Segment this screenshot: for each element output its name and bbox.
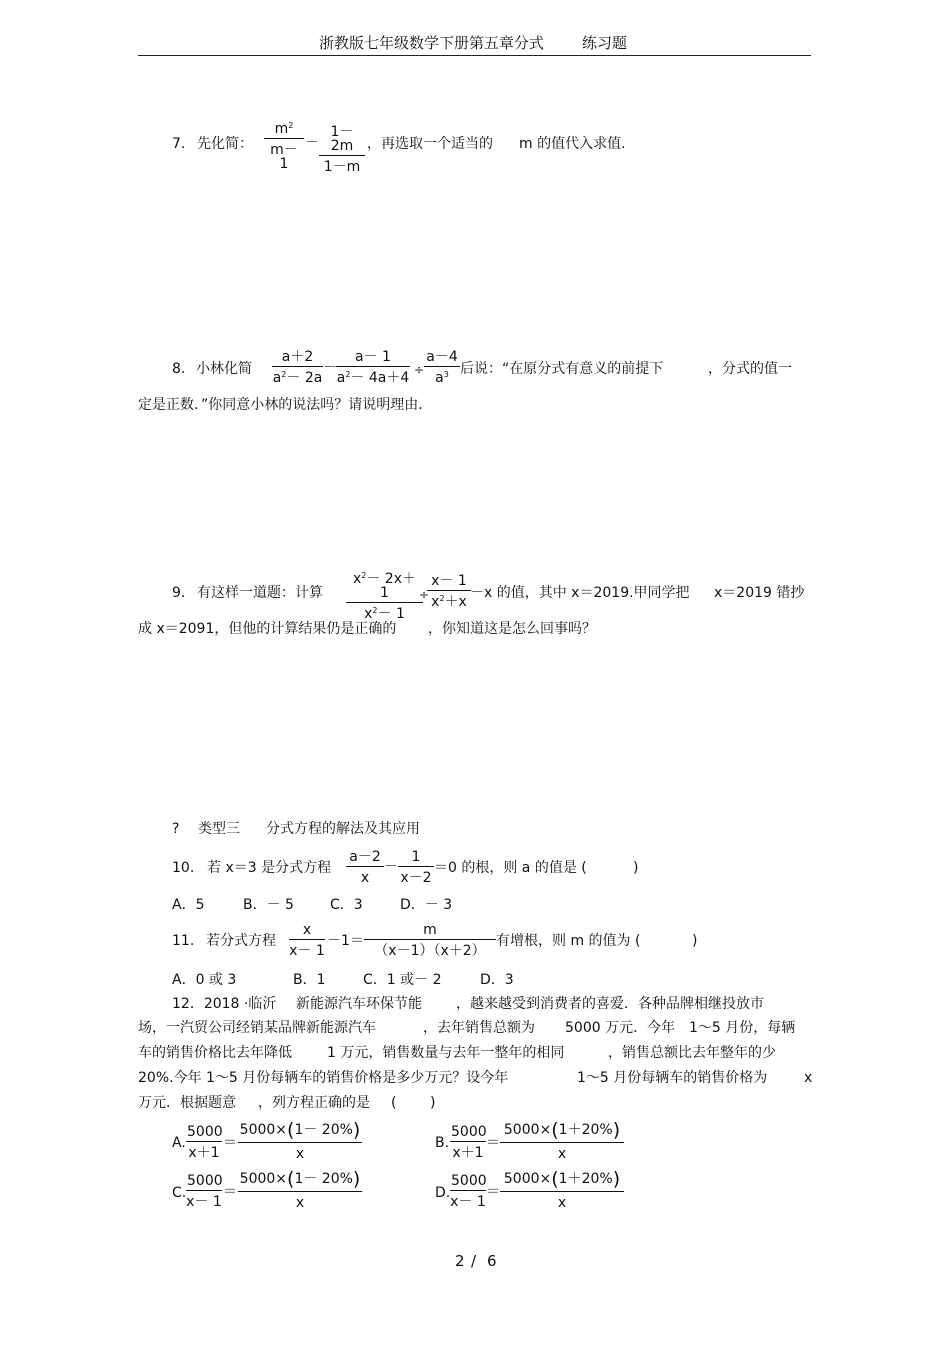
question-text: －x 的值，其中 x＝2019.甲同学把 bbox=[470, 585, 690, 601]
choice-letter: D. bbox=[435, 1185, 451, 1201]
fraction: $\frac{5000}{x+1}$ bbox=[451, 1124, 487, 1161]
minus-sign: － bbox=[305, 135, 319, 151]
fraction: $\frac{5000\times(1- 20\%)}{x}$ bbox=[239, 1168, 361, 1211]
equals-sign: ＝ bbox=[486, 1135, 500, 1151]
answer-blank-close: ) bbox=[430, 1095, 436, 1111]
question-prefix: 若 x＝3 是分式方程 bbox=[207, 860, 332, 876]
equals-sign: ＝ bbox=[223, 1184, 237, 1200]
question-text: 1 万元，销售数量与去年一整年的相同 bbox=[327, 1045, 565, 1061]
section-bullet: ? bbox=[172, 821, 180, 837]
fraction: $\frac{5000}{x- 1}$ bbox=[186, 1173, 223, 1210]
question-text: ，去年销售总额为 bbox=[423, 1020, 535, 1036]
question-text: 1～5 月份，每辆 bbox=[689, 1020, 796, 1036]
fraction: $\frac{1}{x-2}$ bbox=[398, 850, 434, 885]
answer-blank-close: ) bbox=[692, 933, 698, 949]
question-text: ，再选取一个适当的 bbox=[367, 136, 493, 152]
page-total: 6 bbox=[487, 1252, 497, 1270]
question-text: 12．2018 ·临沂 bbox=[172, 996, 277, 1012]
question-text: ，分式的值一 bbox=[708, 361, 792, 377]
option-a: A．5 bbox=[172, 897, 205, 913]
header-subtitle: 练习题 bbox=[582, 34, 628, 52]
question-text: 车的销售价格比去年降低 bbox=[138, 1045, 292, 1061]
question-number: 8. bbox=[172, 361, 186, 377]
fraction: $\frac{1-2m}{1-m}$ bbox=[319, 125, 365, 174]
header-title: 浙教版七年级数学下册第五章分式 bbox=[319, 34, 545, 52]
question-text: x bbox=[804, 1070, 813, 1086]
question-number: 7. bbox=[172, 136, 186, 152]
fraction: $\frac{x}{x- 1}$ bbox=[289, 922, 325, 959]
fraction: $\frac{m^2}{m- 1}$ bbox=[264, 122, 304, 171]
fraction: $\frac{a-2}{x}$ bbox=[346, 850, 384, 885]
question-number: 9. bbox=[172, 585, 186, 601]
fraction: $\frac{x^2- 2x+ 1}{x^2- 1}$ bbox=[346, 572, 423, 621]
question-text: 定是正数．”你同意小林的说法吗？请说明理由. bbox=[138, 397, 423, 413]
option-b: B．1 bbox=[293, 972, 326, 988]
minus-sign: － bbox=[323, 360, 337, 376]
question-text: m 的值代入求值. bbox=[519, 136, 626, 152]
question-text: 成 x＝2091，但他的计算结果仍是正确的 bbox=[138, 621, 397, 637]
question-text: ＝0 的根，则 a 的值是 ( bbox=[434, 860, 587, 876]
page-current: 2 bbox=[455, 1252, 465, 1270]
fraction: $\frac{m}{(x-1)(x+2)}$ bbox=[364, 923, 496, 958]
option-c: C．3 bbox=[330, 897, 363, 913]
question-text: 后说：“在原分式有意义的前提下 bbox=[460, 361, 664, 377]
fraction: $\frac{a-4}{a^3}$ bbox=[424, 350, 460, 385]
option-d: D．3 bbox=[480, 972, 514, 988]
header-rule bbox=[138, 55, 811, 56]
equals-sign: ＝ bbox=[486, 1184, 500, 1200]
question-text: 有增根，则 m 的值为 ( bbox=[496, 933, 641, 949]
choice-letter: A. bbox=[172, 1135, 186, 1151]
question-text: 5000 万元．今年 bbox=[565, 1020, 676, 1036]
question-prefix: 若分式方程 bbox=[206, 933, 276, 949]
divide-sign: ÷ bbox=[414, 363, 425, 377]
question-prefix: 有这样一道题：计算 bbox=[197, 585, 323, 601]
option-d: D．－ 3 bbox=[400, 897, 453, 913]
option-b: B．－ 5 bbox=[243, 897, 294, 913]
question-text: x＝2019 错抄 bbox=[714, 585, 805, 601]
fraction: $\frac{5000\times(1+20\%)}{x}$ bbox=[500, 1121, 624, 1161]
question-text: 1～5 月份每辆车的销售价格为 bbox=[577, 1070, 768, 1086]
question-prefix: 先化简： bbox=[197, 136, 253, 152]
choice-letter: B. bbox=[435, 1135, 450, 1151]
question-number: 10. bbox=[172, 860, 195, 876]
fraction: $\frac{a- 1}{a^2- 4a+4}$ bbox=[336, 349, 410, 386]
question-text: 万元．根据题意 bbox=[138, 1095, 236, 1111]
fraction: $\frac{5000\times(1+20\%)}{x}$ bbox=[500, 1170, 624, 1210]
section-title: 分式方程的解法及其应用 bbox=[266, 821, 420, 837]
question-text: ，销售总额比去年整年的少 bbox=[608, 1045, 776, 1061]
question-text: 场，一汽贸公司经销某品牌新能源汽车 bbox=[138, 1020, 376, 1036]
question-text: 20%.今年 1～5 月份每辆车的销售价格是多少万元？设今年 bbox=[138, 1070, 509, 1086]
answer-blank-open: ( bbox=[391, 1095, 397, 1111]
option-c: C．1 或－ 2 bbox=[363, 972, 442, 988]
minus-sign: － bbox=[384, 859, 398, 875]
question-text: ，列方程正确的是 bbox=[258, 1095, 370, 1111]
question-text: 新能源汽车环保节能 bbox=[296, 996, 422, 1012]
option-a: A．0 或 3 bbox=[172, 972, 237, 988]
equals-sign: ＝ bbox=[223, 1135, 237, 1151]
fraction: $\frac{x- 1}{x^2+x}$ bbox=[427, 574, 471, 609]
answer-blank-close: ) bbox=[633, 860, 639, 876]
page-separator: / bbox=[471, 1252, 477, 1270]
divide-sign: ÷ bbox=[419, 588, 430, 602]
question-text: －1＝ bbox=[327, 933, 364, 949]
fraction: $\frac{5000\times(1- 20\%)}{x}$ bbox=[239, 1119, 361, 1162]
question-text: ，越来越受到消费者的喜爱．各种品牌相继投放市 bbox=[456, 996, 764, 1012]
choice-letter: C. bbox=[172, 1185, 187, 1201]
question-text: ，你知道这是怎么回事吗？ bbox=[428, 621, 596, 637]
section-type: 类型三 bbox=[198, 821, 240, 837]
question-number: 11. bbox=[172, 933, 195, 949]
fraction: $\frac{5000}{x+1}$ bbox=[187, 1124, 223, 1161]
fraction: $\frac{5000}{x- 1}$ bbox=[450, 1173, 487, 1210]
question-prefix: 小林化简 bbox=[196, 361, 252, 377]
fraction: $\frac{a+2}{a^2- 2a}$ bbox=[272, 349, 323, 386]
